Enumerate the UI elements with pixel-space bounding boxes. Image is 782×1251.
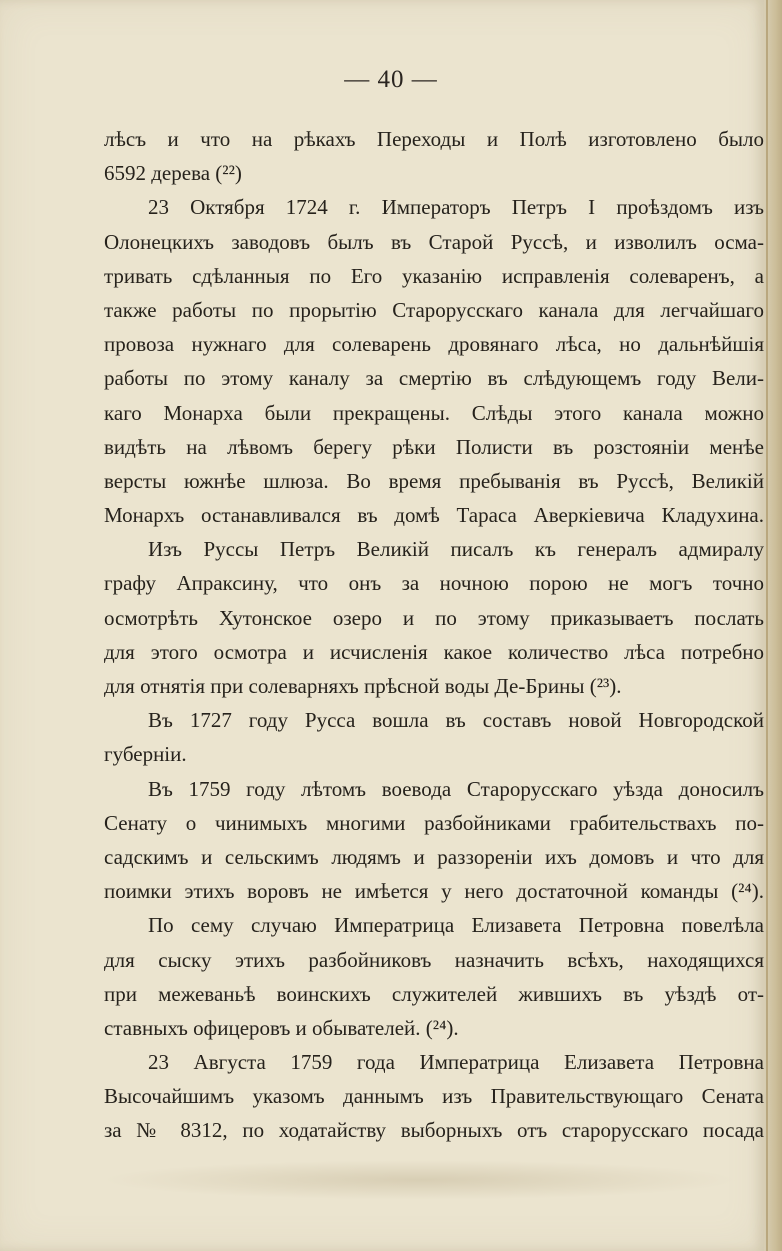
- text-line: 23 Октября 1724 г. Императоръ Петръ I проѣздомъ изъ: [148, 195, 764, 220]
- text-line: Монархъ останавливался въ домѣ Тараса Аверкіевича Кладухина.: [104, 503, 764, 528]
- text-line: садскимъ и сельскимъ людямъ и раззореніи ихъ домовъ и что для: [104, 844, 764, 869]
- text-line: также работы по прорытію Старорусскаго канала для легчайшаго: [104, 297, 764, 322]
- text-line: видѣть на лѣвомъ берегу рѣки Полисти въ розстояніи менѣе: [104, 434, 764, 459]
- page-number: — 40 —: [344, 66, 438, 93]
- text-line: за № 8312, по ходатайству выборныхъ отъ старорусскаго посада: [104, 1118, 764, 1143]
- text-line: для отнятія при солеварняхъ прѣсной воды Де-Брины (²³).: [104, 674, 622, 698]
- text-line: осмотрѣть Хутонское озеро и по этому приказываетъ послать: [104, 605, 764, 630]
- body-text: [104, 122, 764, 1148]
- text-line: 23 Августа 1759 года Императрица Елизавета Петровна: [148, 1050, 764, 1075]
- text-line: при межеваньѣ воинскихъ служителей жившихъ въ уѣздѣ от-: [104, 981, 764, 1006]
- text-line: По сему случаю Императрица Елизавета Петровна повелѣла: [148, 913, 764, 938]
- text-line: губерніи.: [104, 742, 187, 767]
- text-line: поимки этихъ воровъ не имѣется у него достаточной команды (²⁴).: [104, 879, 764, 904]
- text-line: графу Апраксину, что онъ за ночною порою не могъ точно: [104, 571, 764, 596]
- text-line: для этого осмотра и исчисленія какое количество лѣса потребно: [104, 639, 764, 664]
- text-line: Изъ Руссы Петръ Великій писалъ къ генералъ адмиралу: [148, 537, 764, 562]
- text-line: ставныхъ офицеровъ и обывателей. (²⁴).: [104, 1015, 459, 1040]
- text-line: провоза нужнаго для солеварень дровянаго лѣса, но дальнѣйшія: [104, 332, 764, 357]
- text-line: версты южнѣе шлюза. Во время пребыванія въ Руссѣ, Великій: [104, 468, 764, 493]
- page-edge: [764, 0, 782, 1251]
- text-line: тривать сдѣланныя по Его указанію исправленія солеваренъ, а: [104, 263, 764, 288]
- text-line: Олонецкихъ заводовъ былъ въ Старой Руссѣ, и изволилъ осма-: [104, 229, 764, 254]
- text-line: 6592 дерева (²²): [104, 161, 242, 186]
- text-line: Сенату о чинимыхъ многими разбойниками грабительствахъ по-: [104, 810, 764, 835]
- text-line: лѣсъ и что на рѣкахъ Переходы и Полѣ изготовлено было: [104, 127, 764, 151]
- text-line: Въ 1759 году лѣтомъ воевода Старорусскаго уѣзда доносилъ: [148, 776, 764, 801]
- text-line: Высочайшимъ указомъ даннымъ изъ Правительствующаго Сената: [104, 1084, 764, 1109]
- text-line: каго Монарха были прекращены. Слѣды этого канала можно: [104, 400, 764, 425]
- text-line: Въ 1727 году Русса вошла въ составъ новой Новгородской: [148, 708, 764, 733]
- text-line: работы по этому каналу за смертію въ слѣдующемъ году Вели-: [104, 366, 764, 391]
- text-line: для сыску этихъ разбойниковъ назначить всѣхъ, находящихся: [104, 947, 764, 972]
